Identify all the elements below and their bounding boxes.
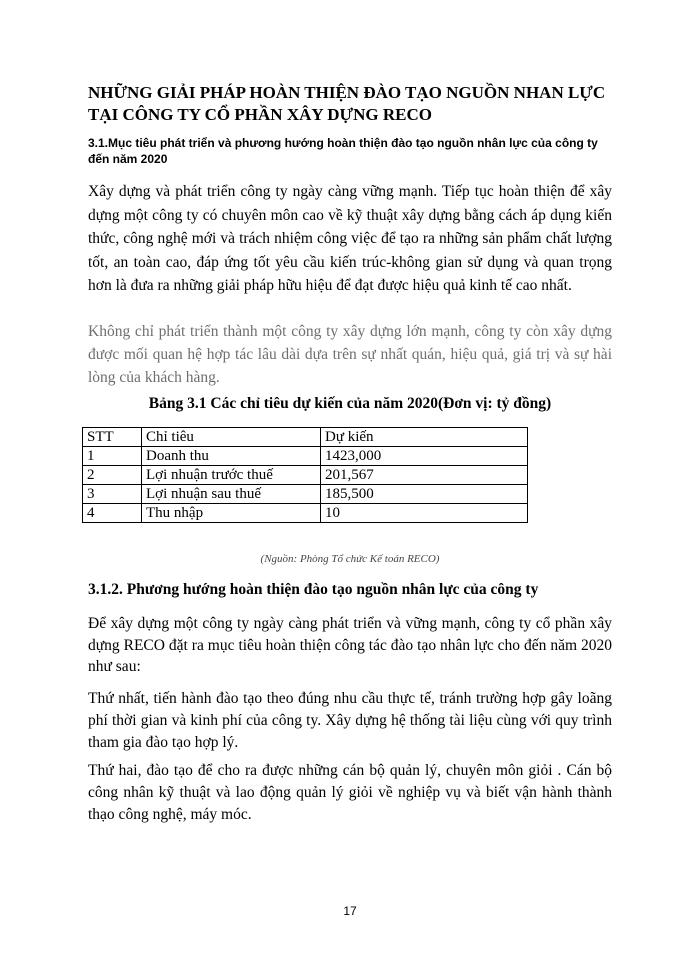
paragraph-2: Không chỉ phát triển thành một công ty xây dựng lớn mạnh, công ty còn xây dựng được mối quan hệ hợp tác lâu dài dựa trên sự nhất quán, hiệu quả, giá trị và sự hài lòng của khách hàng. bbox=[88, 323, 612, 386]
table-cell: 185,500 bbox=[321, 485, 528, 504]
table-cell: 10 bbox=[321, 504, 528, 523]
paragraph-4: Thứ nhất, tiến hành đào tạo theo đúng nhu cầu thực tế, tránh trường hợp gây loãng phí thời gian và kinh phí của công ty. Xây dựng hệ thống tài liệu cùng với quy trình tham gia đào tạo hợp lý. bbox=[88, 690, 612, 751]
table-row bbox=[83, 466, 528, 485]
table-row bbox=[83, 504, 528, 523]
table-cell: 201,567 bbox=[321, 466, 528, 485]
paragraph-5: Thứ hai, đào tạo để cho ra được những cán bộ quản lý, chuyên môn giỏi . Cán bộ công nhân kỹ thuật và lao động quản lý giỏi về nghiệp vụ và biết vận hành thành thạo công nghệ, máy móc. bbox=[88, 762, 612, 823]
table-header-cell: Chỉ tiêu bbox=[142, 428, 321, 447]
table-cell: 1423,000 bbox=[321, 447, 528, 466]
table-cell: 4 bbox=[83, 504, 142, 523]
table-header-row bbox=[83, 428, 528, 447]
table-cell: 3 bbox=[83, 485, 142, 504]
table-row bbox=[83, 485, 528, 504]
table-cell: 2 bbox=[83, 466, 142, 485]
table-cell: Doanh thu bbox=[142, 447, 321, 466]
table-row bbox=[83, 447, 528, 466]
paragraph-1: Xây dựng và phát triển công ty ngày càng vững mạnh. Tiếp tục hoàn thiện để xây dựng một công ty có chuyên môn cao về kỹ thuật xây dựng bằng cách áp dụng kiến thức, công nghệ mới và trách nhiệm công việc để tạo ra những sản phẩm chất lượng tốt, an toàn cao, đáp ứng tốt yêu cầu kiến trúc-không gian sử dụng và quan trọng hơn là đưa ra những giải pháp hữu hiệu để đạt được hiệu quả kinh tế cao nhất. bbox=[88, 183, 612, 294]
table-caption: Bảng 3.1 Các chỉ tiêu dự kiến của năm 2020(Đơn vị: tỷ đồng) bbox=[148, 395, 552, 412]
table-header-cell: STT bbox=[83, 428, 142, 447]
paragraph-3: Để xây dựng một công ty ngày càng phát triển và vững mạnh, công ty cổ phần xây dựng RECO đặt ra mục tiêu hoàn thiện công tác đào tạo nhân lực cho đến năm 2020 như sau: bbox=[88, 615, 612, 675]
document-title: NHỮNG GIẢI PHÁP HOÀN THIỆN ĐÀO TẠO NGUỒN NHAN LỰC TẠI CÔNG TY CỔ PHẦN XÂY DỰNG RECO bbox=[88, 83, 606, 124]
source-note: (Nguồn: Phòng Tổ chức Kế toán RECO) bbox=[260, 553, 440, 565]
subsection-heading: 3.1.2. Phương hướng hoàn thiện đào tạo nguồn nhân lực của công ty bbox=[88, 581, 539, 598]
table-cell: Lợi nhuận trước thuế bbox=[142, 466, 321, 485]
targets-table bbox=[82, 427, 528, 523]
page-number: 17 bbox=[343, 904, 357, 918]
table-cell: Thu nhập bbox=[142, 504, 321, 523]
table-cell: Lợi nhuận sau thuế bbox=[142, 485, 321, 504]
table-cell: 1 bbox=[83, 447, 142, 466]
section-heading: 3.1.Mục tiêu phát triển và phương hướng hoàn thiện đào tạo nguồn nhân lực của công ty đến năm 2020 bbox=[88, 136, 598, 166]
table-header-cell: Dự kiến bbox=[321, 428, 528, 447]
